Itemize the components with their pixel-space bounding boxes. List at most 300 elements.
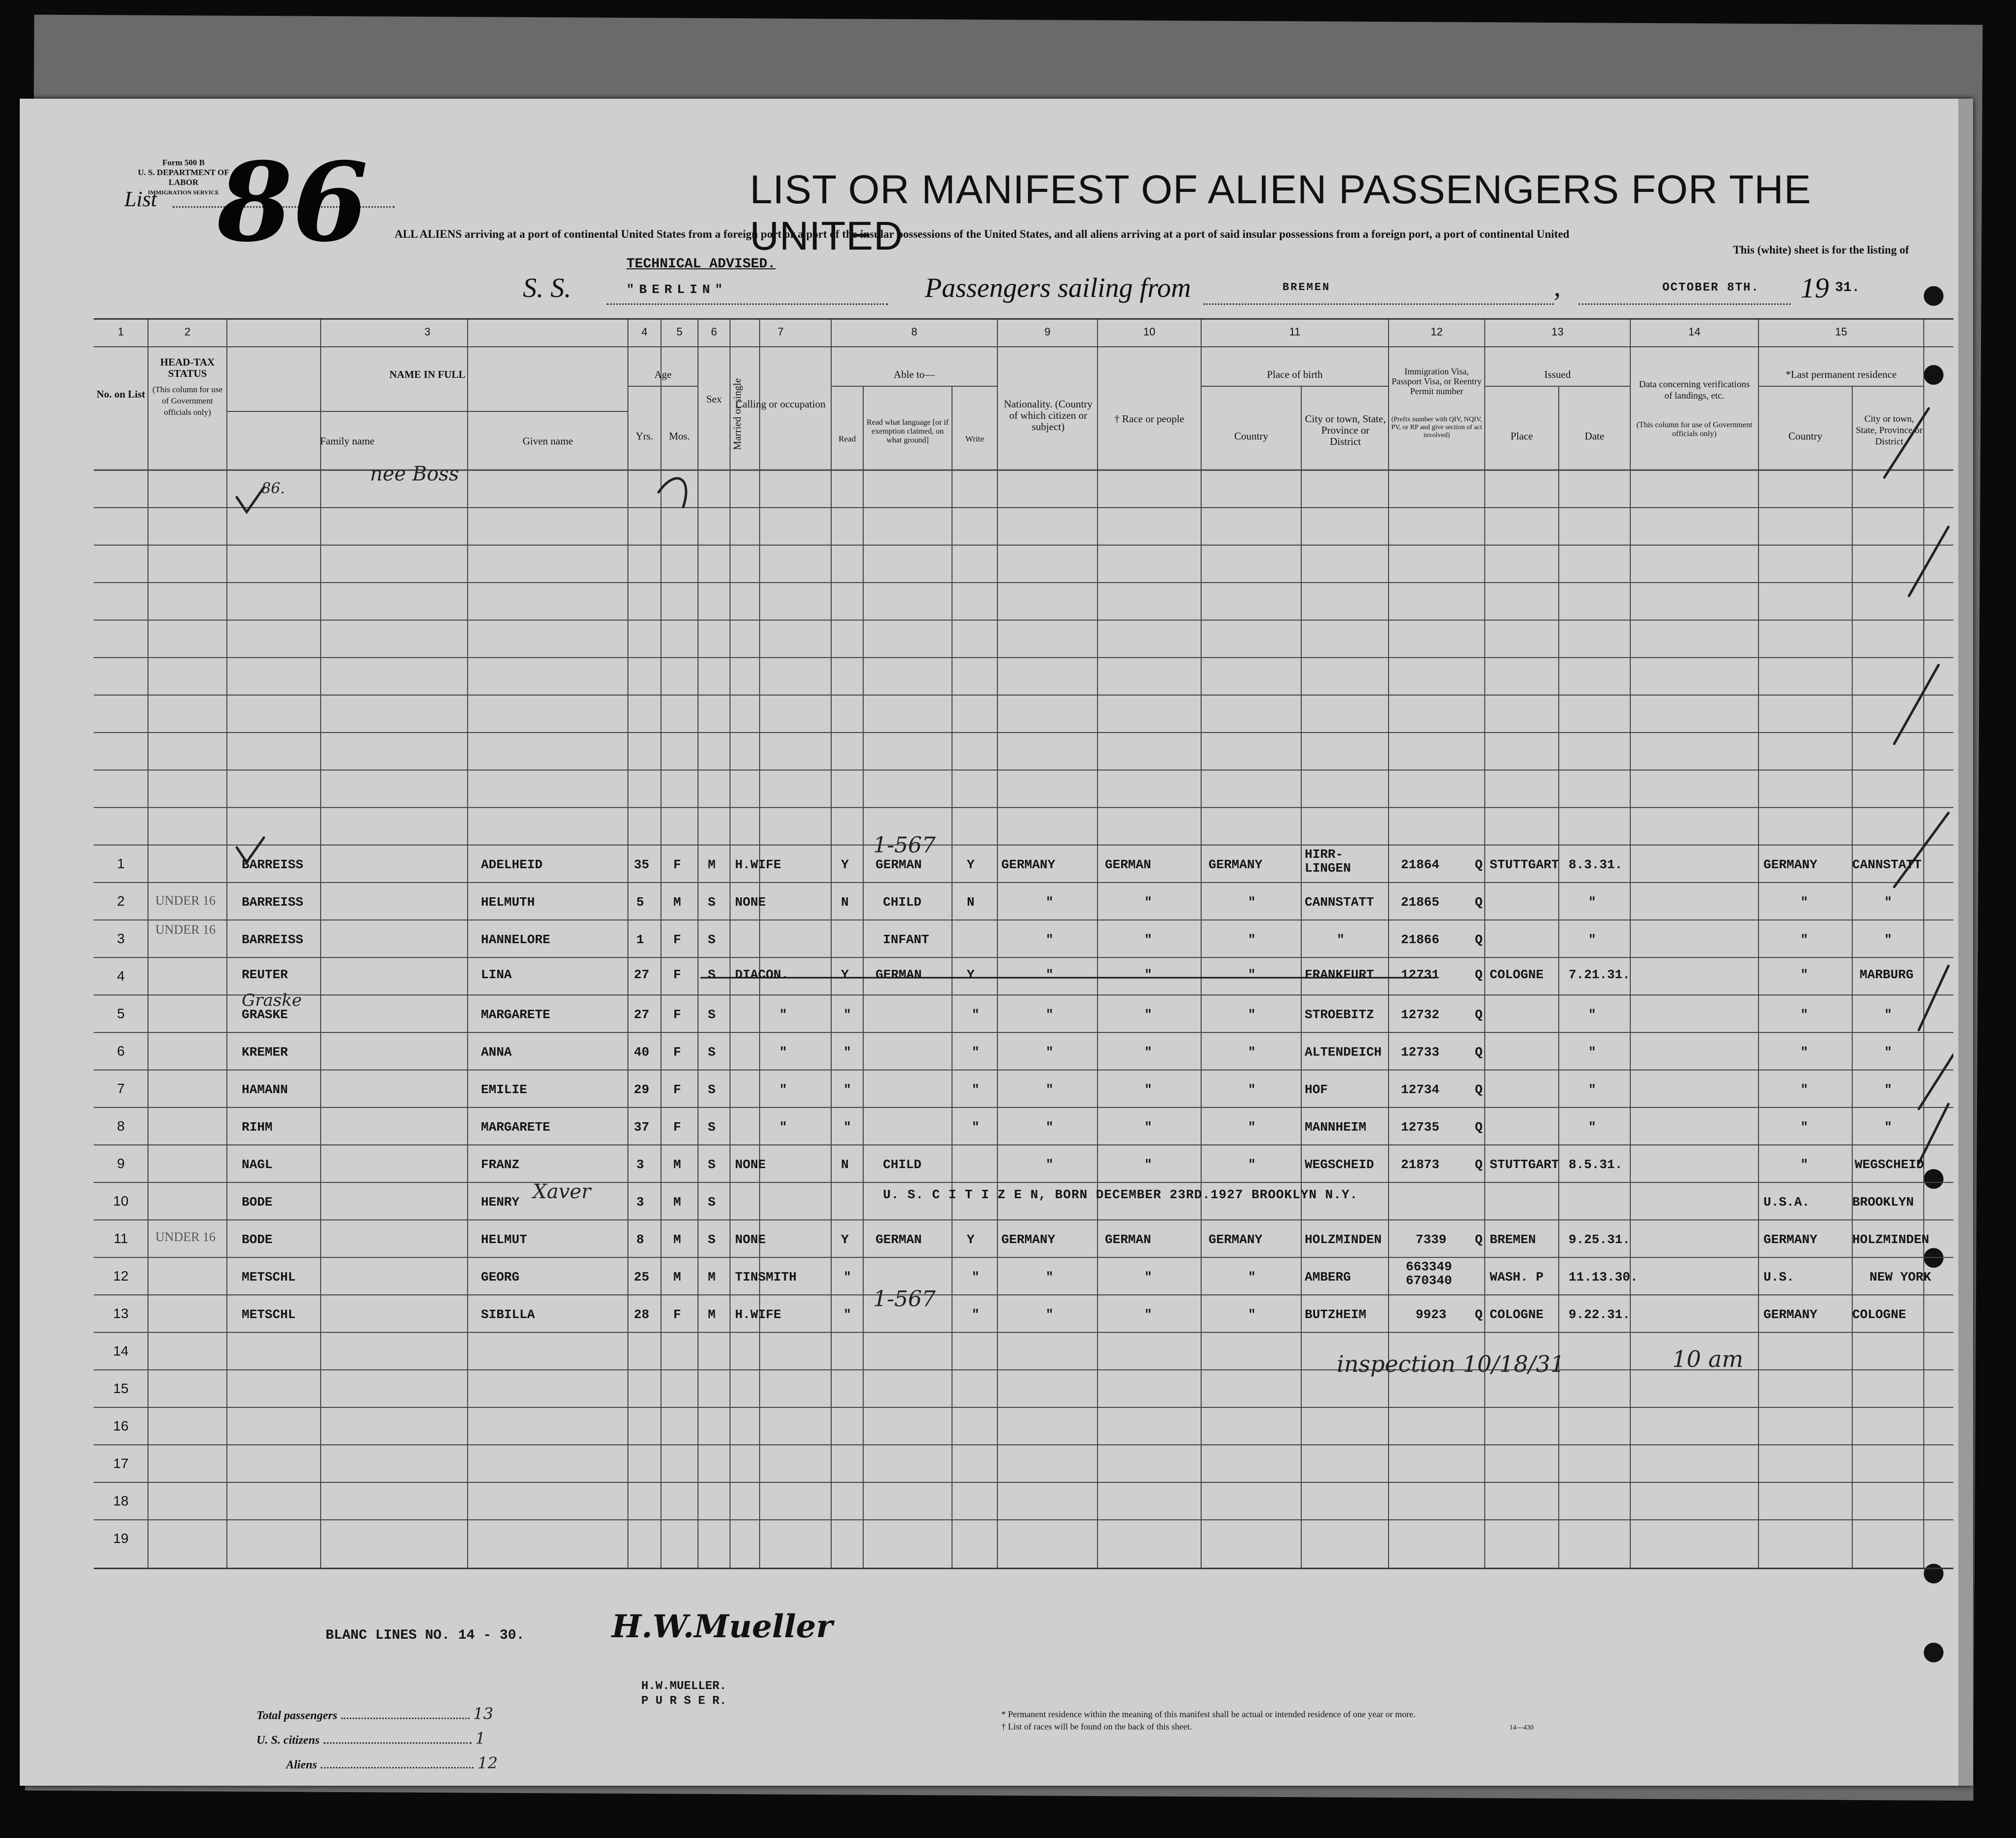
age-years: 27 xyxy=(634,967,650,982)
marital-status: S xyxy=(708,1045,716,1060)
given-name: FRANZ xyxy=(481,1157,520,1172)
birth-country: " xyxy=(1248,932,1256,947)
issued-date: " xyxy=(1588,1045,1596,1060)
residence-city: " xyxy=(1884,1082,1892,1097)
birth-city: MANNHEIM xyxy=(1305,1120,1366,1135)
row-number: 6 xyxy=(117,1043,125,1059)
age-years: 29 xyxy=(634,1082,650,1097)
handwritten-nee: nee Boss xyxy=(370,463,459,485)
birth-country: " xyxy=(1248,1307,1256,1322)
total-passengers-row xyxy=(257,1704,493,1723)
punch-hole xyxy=(1924,1643,1943,1662)
visa-q: Q xyxy=(1475,1307,1483,1322)
us-citizens-label: U. S. citizens xyxy=(257,1734,320,1747)
total-passengers-value: 13 xyxy=(473,1704,494,1723)
read: N xyxy=(841,895,849,910)
birth-city: " xyxy=(1337,932,1345,947)
header-head-tax: HEAD-TAX STATUS xyxy=(160,356,215,379)
race: " xyxy=(1144,1082,1152,1097)
read-language: CHILD xyxy=(883,1157,922,1172)
age-years: 27 xyxy=(634,1007,650,1022)
read: " xyxy=(843,1007,851,1022)
permanent-residence-note: * Permanent residence within the meaning of this manifest shall be actual or intended residence of one year or more. xyxy=(1001,1709,1416,1719)
residence-city: " xyxy=(1884,932,1892,947)
header-place-of-birth: Place of birth xyxy=(1267,368,1323,380)
residence-city: " xyxy=(1884,1007,1892,1022)
race: " xyxy=(1144,1007,1152,1022)
header-visa-note: (Prefix number with QIV, NQIV, PV, or RP and give section of act involved) xyxy=(1391,416,1482,439)
issued-place: COLOGNE xyxy=(1490,967,1544,982)
row-number: 1 xyxy=(117,856,125,871)
occupation: NONE xyxy=(735,1157,766,1172)
visa-q: Q xyxy=(1475,967,1483,982)
family-name: GRASKE xyxy=(242,1007,288,1022)
row-number: 7 xyxy=(117,1081,125,1096)
residence-city: CANNSTATT xyxy=(1852,857,1922,872)
race: GERMAN xyxy=(1105,1232,1151,1247)
marital-status: S xyxy=(708,1157,716,1172)
col-number: 15 xyxy=(1835,326,1847,338)
issued-place: WASH. P xyxy=(1490,1270,1544,1285)
birth-country: " xyxy=(1248,1045,1256,1060)
comma: , xyxy=(1554,272,1561,302)
occupation: " xyxy=(779,1045,787,1060)
given-name: MARGARETE xyxy=(481,1120,550,1135)
sex: M xyxy=(673,1157,681,1172)
given-name: MARGARETE xyxy=(481,1007,550,1022)
family-name: RIHM xyxy=(242,1120,273,1135)
handwritten-ref: 86. xyxy=(261,480,285,497)
table-row xyxy=(94,995,1953,1032)
table-row xyxy=(94,920,1953,957)
occupation: H.WIFE xyxy=(735,857,781,872)
col-number: 11 xyxy=(1289,326,1301,338)
read: " xyxy=(843,1270,851,1285)
sex: F xyxy=(673,932,681,947)
issued-date: 9.25.31. xyxy=(1569,1232,1630,1247)
dots xyxy=(321,1767,474,1768)
header-able-to: Able to— xyxy=(893,368,935,380)
birth-country: " xyxy=(1248,1007,1256,1022)
row-number: 12 xyxy=(113,1268,129,1284)
sex: F xyxy=(673,1045,681,1060)
residence-city: " xyxy=(1884,895,1892,910)
given-name: SIBILLA xyxy=(481,1307,535,1322)
birth-city: HOF xyxy=(1305,1082,1328,1097)
read: " xyxy=(843,1307,851,1322)
family-name: METSCHL xyxy=(242,1307,296,1322)
birth-country: " xyxy=(1248,1082,1256,1097)
residence-city: MARBURG xyxy=(1860,967,1914,982)
residence-country: U.S. xyxy=(1763,1270,1795,1285)
table-row xyxy=(94,845,1953,882)
read: " xyxy=(843,1120,851,1135)
nationality: " xyxy=(1046,1270,1054,1285)
header-given-name: Given name xyxy=(522,435,573,447)
header-calling: Calling or occupation xyxy=(735,398,826,410)
family-name: BODE xyxy=(242,1195,273,1210)
read-language: GERMAN xyxy=(876,1232,922,1247)
manifest-sheet xyxy=(20,99,1973,1786)
given-name: GEORG xyxy=(481,1270,520,1285)
visa-q: Q xyxy=(1475,857,1483,872)
issued-place: BREMEN xyxy=(1490,1232,1536,1247)
age-years: 25 xyxy=(634,1270,650,1285)
write: N xyxy=(967,895,975,910)
age-years: 37 xyxy=(634,1120,650,1135)
residence-city: COLOGNE xyxy=(1852,1307,1906,1322)
given-name: HENRY xyxy=(481,1195,520,1210)
header-read-lang: Read what language [or if exemption claimed, on what ground] xyxy=(866,418,949,444)
list-label: List xyxy=(124,187,157,211)
col-number: 4 xyxy=(641,326,648,338)
header-birth-city: City or town, State, Province or District xyxy=(1305,413,1386,447)
races-note: † List of races will be found on the back of this sheet. xyxy=(1001,1722,1192,1731)
header-yrs: Yrs. xyxy=(635,430,654,442)
issued-date: 8.3.31. xyxy=(1569,857,1623,872)
birth-city: HIRR- LINGEN xyxy=(1305,847,1351,876)
visa-number: 12731 xyxy=(1401,967,1440,982)
nationality: " xyxy=(1046,932,1054,947)
service: IMMIGRATION SERVICE xyxy=(147,189,220,196)
col-number: 10 xyxy=(1143,326,1156,338)
row-number: 18 xyxy=(113,1493,129,1508)
dots xyxy=(324,1742,472,1744)
age-years: 40 xyxy=(634,1045,650,1060)
read: " xyxy=(843,1082,851,1097)
family-name: KREMER xyxy=(242,1045,288,1060)
marital-status: S xyxy=(708,967,716,982)
header-no-on-list: No. on List xyxy=(96,388,146,400)
dots xyxy=(341,1718,470,1719)
residence-country: GERMANY xyxy=(1763,1232,1818,1247)
race: " xyxy=(1144,895,1152,910)
write: " xyxy=(972,1120,980,1135)
visa-q: Q xyxy=(1475,1007,1483,1022)
issued-date: " xyxy=(1588,932,1596,947)
read: Y xyxy=(841,1232,849,1247)
head-tax-status: UNDER 16 xyxy=(155,893,216,908)
given-name: ANNA xyxy=(481,1045,512,1060)
visa-number: 9923 xyxy=(1416,1307,1447,1322)
port-line xyxy=(1204,303,1554,305)
total-passengers-label: Total passengers xyxy=(257,1709,337,1722)
sex: F xyxy=(673,857,681,872)
departure-port: BREMEN xyxy=(1283,281,1331,294)
header-race: † Race or people xyxy=(1114,413,1184,425)
issued-date: 8.5.31. xyxy=(1569,1157,1623,1172)
col-number: 2 xyxy=(184,326,191,338)
ship-line xyxy=(607,303,888,305)
punch-hole xyxy=(1924,286,1943,306)
residence-city: " xyxy=(1884,1045,1892,1060)
ss-label: S. S. xyxy=(523,273,571,303)
ship-name: "BERLIN" xyxy=(626,282,728,297)
occupation: " xyxy=(779,1120,787,1135)
row-number: 3 xyxy=(117,931,125,946)
us-citizens-value: 1 xyxy=(475,1729,485,1748)
header-married: Married or single xyxy=(731,378,743,450)
sex: F xyxy=(673,1082,681,1097)
nationality: GERMANY xyxy=(1001,857,1056,872)
residence-country: " xyxy=(1800,1007,1808,1022)
visa-q: Q xyxy=(1475,1082,1483,1097)
residence-country: U.S.A. xyxy=(1763,1195,1810,1210)
visa-number: 663349 670340 xyxy=(1406,1259,1452,1288)
issued-date: 9.22.31. xyxy=(1569,1307,1630,1322)
header-mos: Mos. xyxy=(669,430,690,442)
visa-q: Q xyxy=(1475,1157,1483,1172)
race: " xyxy=(1144,1120,1152,1135)
read-language: INFANT xyxy=(883,932,929,947)
header-data-concerning: Data concerning verifications of landings, etc. xyxy=(1639,379,1750,401)
us-citizens-row xyxy=(257,1729,485,1748)
row-number: 19 xyxy=(113,1531,129,1546)
occupation: TINSMITH xyxy=(735,1270,797,1285)
form-code: 14—430 xyxy=(1509,1724,1534,1731)
race: " xyxy=(1144,1307,1152,1322)
marital-status: S xyxy=(708,1232,716,1247)
header-write: Write xyxy=(965,434,985,443)
race: " xyxy=(1144,1045,1152,1060)
birth-country: " xyxy=(1248,967,1256,982)
col-number: 12 xyxy=(1430,326,1443,338)
table-row xyxy=(94,1182,1953,1220)
occupation: " xyxy=(779,1007,787,1022)
occupation: H.WIFE xyxy=(735,1307,781,1322)
sailing-date: OCTOBER 8TH. xyxy=(1662,281,1759,294)
read-language: CHILD xyxy=(883,895,922,910)
sex: M xyxy=(673,895,681,910)
family-name: BARREISS xyxy=(242,895,303,910)
header-visa: Immigration Visa, Passport Visa, or Reentry Permit number xyxy=(1392,367,1482,396)
residence-country: " xyxy=(1800,1120,1808,1135)
date-line xyxy=(1578,303,1791,305)
sex: F xyxy=(673,1307,681,1322)
write: " xyxy=(972,1007,980,1022)
residence-city: BROOKLYN xyxy=(1852,1195,1914,1210)
page-subtitle: ALL ALIENS arriving at a port of continental United States from a foreign port or a port of the insular possessions of the United States, and all aliens arriving at a port of said insular possessions from a foreign port, a port of continental United xyxy=(395,228,1570,240)
visa-number: 21865 xyxy=(1401,895,1440,910)
write: Y xyxy=(967,1232,975,1247)
family-name: METSCHL xyxy=(242,1270,296,1285)
issued-place: STUTTGART xyxy=(1490,1157,1559,1172)
year-suffix: 31. xyxy=(1835,280,1860,295)
department: U. S. DEPARTMENT OF LABOR xyxy=(138,168,229,187)
table-row xyxy=(94,957,1953,995)
header-sex: Sex xyxy=(706,393,722,405)
sex: M xyxy=(673,1270,681,1285)
age-years: 5 xyxy=(636,895,644,910)
col-number: 9 xyxy=(1044,326,1051,338)
visa-number: 21866 xyxy=(1401,932,1440,947)
residence-country: " xyxy=(1800,932,1808,947)
birth-city: CANNSTATT xyxy=(1305,895,1374,910)
birth-city: FRANKFURT xyxy=(1305,967,1374,982)
technical-note: TECHNICAL ADVISED. xyxy=(626,257,776,272)
list-number: 86 xyxy=(217,138,368,266)
header-res-city: City or town, State, Province or District xyxy=(1856,414,1923,447)
row-number: 16 xyxy=(113,1418,129,1434)
read-language: GERMAN xyxy=(876,857,922,872)
family-name: REUTER xyxy=(242,967,288,982)
occupation: NONE xyxy=(735,1232,766,1247)
residence-country: " xyxy=(1800,1045,1808,1060)
col-number: 6 xyxy=(711,326,717,338)
visa-number: 21864 xyxy=(1401,857,1440,872)
visa-number: 12735 xyxy=(1401,1120,1440,1135)
sex: M xyxy=(673,1195,681,1210)
marital-status: S xyxy=(708,1195,716,1210)
age-years: 3 xyxy=(636,1157,644,1172)
sex: M xyxy=(673,1232,681,1247)
header-issued: Issued xyxy=(1544,368,1571,380)
write: " xyxy=(972,1082,980,1097)
header-nationality: Nationality. (Country of which citizen or subject) xyxy=(1004,398,1093,433)
nationality: " xyxy=(1046,1307,1054,1322)
nationality: " xyxy=(1046,1007,1054,1022)
header-name-in-full: NAME IN FULL xyxy=(389,368,466,380)
given-name: HANNELORE xyxy=(481,932,550,947)
write: Y xyxy=(967,857,975,872)
manifest-table xyxy=(94,318,1953,1569)
read: Y xyxy=(841,967,849,982)
visa-q: Q xyxy=(1475,1120,1483,1135)
visa-number: 7339 xyxy=(1416,1232,1447,1247)
family-name: NAGL xyxy=(242,1157,273,1172)
col-number: 1 xyxy=(117,326,124,338)
read-language: GERMAN xyxy=(876,967,922,982)
col-number: 3 xyxy=(424,326,431,338)
table-row xyxy=(94,1295,1953,1332)
row-number: 17 xyxy=(113,1456,129,1471)
given-name: EMILIE xyxy=(481,1082,527,1097)
handwritten-xaver: Xaver xyxy=(533,1180,591,1203)
handwritten-inspection: inspection 10/18/31 xyxy=(1337,1351,1565,1377)
issued-place: STUTTGART xyxy=(1490,857,1559,872)
table-row xyxy=(94,1257,1953,1295)
residence-country: " xyxy=(1800,1157,1808,1172)
read: " xyxy=(843,1045,851,1060)
residence-city: NEW YORK xyxy=(1869,1270,1931,1285)
visa-q: Q xyxy=(1475,932,1483,947)
occupation: NONE xyxy=(735,895,766,910)
marital-status: S xyxy=(708,1007,716,1022)
race: " xyxy=(1144,1270,1152,1285)
birth-city: WEGSCHEID xyxy=(1305,1157,1374,1172)
nationality: " xyxy=(1046,967,1054,982)
sex: F xyxy=(673,967,681,982)
aliens-label: Aliens xyxy=(286,1759,317,1771)
row-number: 9 xyxy=(117,1156,125,1171)
birth-country: " xyxy=(1248,1120,1256,1135)
read: Y xyxy=(841,857,849,872)
given-name: HELMUT xyxy=(481,1232,527,1247)
handwritten-graske: Graske xyxy=(242,991,302,1010)
page-subtitle-2: This (white) sheet is for the listing of xyxy=(1733,244,1909,256)
nationality: " xyxy=(1046,1082,1054,1097)
residence-country: GERMANY xyxy=(1763,1307,1818,1322)
issued-date: 11.13.30. xyxy=(1569,1270,1638,1285)
visa-number: 21873 xyxy=(1401,1157,1440,1172)
given-name: HELMUTH xyxy=(481,895,535,910)
visa-q: Q xyxy=(1475,1045,1483,1060)
row-number: 4 xyxy=(117,968,125,984)
birth-country: " xyxy=(1248,895,1256,910)
table-row xyxy=(94,1220,1953,1257)
page-title: LIST OR MANIFEST OF ALIEN PASSENGERS FOR THE UNITED xyxy=(750,167,1812,258)
visa-q: Q xyxy=(1475,895,1483,910)
issued-date: " xyxy=(1588,1120,1596,1135)
header-family-name: Family name xyxy=(320,435,375,447)
given-name: ADELHEID xyxy=(481,857,543,872)
citizen-note: U. S. C I T I Z E N, BORN DECEMBER 23RD.1927 BROOKLYN N.Y. xyxy=(883,1187,1358,1202)
nationality: " xyxy=(1046,1157,1054,1172)
sex: F xyxy=(673,1007,681,1022)
purser-title: P U R S E R. xyxy=(641,1694,727,1708)
birth-country: " xyxy=(1248,1270,1256,1285)
read: N xyxy=(841,1157,849,1172)
residence-country: " xyxy=(1800,967,1808,982)
issued-date: " xyxy=(1588,1007,1596,1022)
row-number: 2 xyxy=(117,893,125,909)
family-name: BARREISS xyxy=(242,857,303,872)
family-name: HAMANN xyxy=(242,1082,288,1097)
row-number: 11 xyxy=(113,1231,128,1246)
birth-city: HOLZMINDEN xyxy=(1305,1232,1382,1247)
age-years: 35 xyxy=(634,857,650,872)
header-issued-place: Place xyxy=(1510,430,1533,442)
residence-country: " xyxy=(1800,895,1808,910)
age-years: 28 xyxy=(634,1307,650,1322)
marital-status: M xyxy=(708,857,716,872)
age-years: 3 xyxy=(636,1195,644,1210)
residence-country: GERMANY xyxy=(1763,857,1818,872)
sailing-label: Passengers sailing from xyxy=(925,273,1191,303)
residence-city: WEGSCHEID xyxy=(1855,1157,1924,1172)
visa-number: 12732 xyxy=(1401,1007,1440,1022)
header-read: Read xyxy=(839,434,856,443)
form-number: Form 500 B xyxy=(162,158,205,167)
handwritten-time: 10 am xyxy=(1672,1346,1744,1372)
header-data-note: (This column for use of Government officials only) xyxy=(1636,421,1753,438)
row-number: 14 xyxy=(113,1343,129,1359)
header-birth-country: Country xyxy=(1234,430,1268,442)
table-row xyxy=(94,1107,1953,1145)
race: " xyxy=(1144,932,1152,947)
col-number: 8 xyxy=(911,326,917,338)
occupation: DIACON. xyxy=(735,967,789,982)
visa-number: 12734 xyxy=(1401,1082,1440,1097)
given-name: LINA xyxy=(481,967,512,982)
sheet-edge xyxy=(1958,99,1973,1786)
header-issued-date: Date xyxy=(1584,430,1605,442)
head-tax-status: UNDER 16 xyxy=(155,1230,216,1244)
row-number: 15 xyxy=(113,1381,129,1396)
nationality: " xyxy=(1046,1045,1054,1060)
header-res-country: Country xyxy=(1788,430,1823,442)
col-number: 7 xyxy=(777,326,784,338)
row-number: 13 xyxy=(113,1306,129,1321)
aliens-value: 12 xyxy=(477,1754,498,1772)
race: " xyxy=(1144,1157,1152,1172)
nationality: " xyxy=(1046,895,1054,910)
occupation: " xyxy=(779,1082,787,1097)
row-number: 5 xyxy=(117,1006,125,1021)
row-number: 8 xyxy=(117,1118,125,1134)
issued-date: 7.21.31. xyxy=(1569,967,1630,982)
marital-status: S xyxy=(708,932,716,947)
